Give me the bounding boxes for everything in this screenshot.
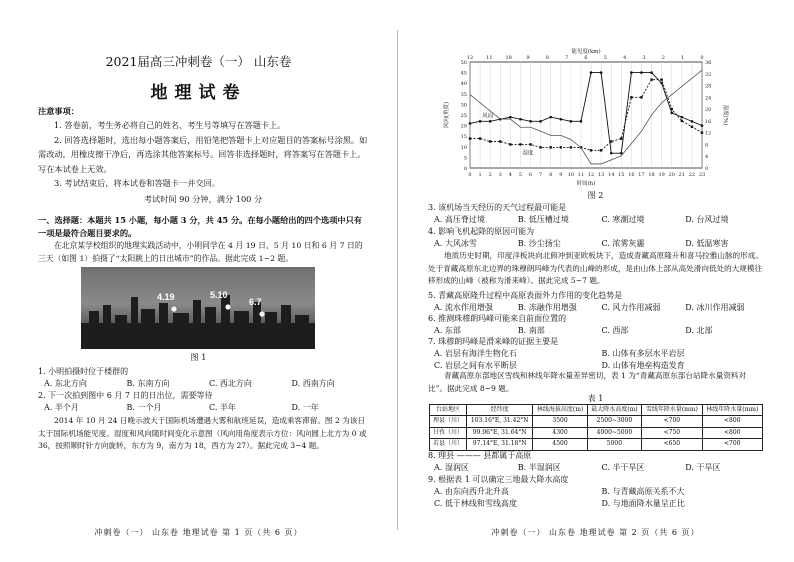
page-divider bbox=[397, 30, 398, 530]
figure-1-caption: 图 1 bbox=[190, 353, 207, 362]
left-axis-title: 风向(角度) bbox=[444, 101, 450, 129]
notice-heading: 注意事项： bbox=[38, 106, 79, 116]
data-point bbox=[570, 146, 572, 148]
option-c[interactable]: C. 西部 bbox=[601, 326, 629, 335]
notice-block bbox=[38, 104, 368, 207]
left-tick-label: 45 bbox=[460, 70, 467, 77]
top-tick-label: 10 bbox=[505, 55, 512, 61]
table-header: 林线海拔高度(m) bbox=[533, 405, 587, 416]
left-tick-label: 15 bbox=[460, 134, 467, 141]
left-tick-label: 30 bbox=[460, 102, 467, 109]
option-c[interactable]: C. 岩层之间有水平断层 bbox=[434, 361, 517, 370]
exam-title: 2021届高三冲刺卷（一） 山东卷 bbox=[105, 54, 292, 69]
exam-time: 考试时间 90 分钟，满分 100 分 bbox=[143, 194, 263, 205]
left-tick-label: 40 bbox=[460, 81, 467, 88]
x-tick-label: 20 bbox=[668, 172, 675, 178]
question-stem: 9. 根据表 1 可以确定三地最大降水高度 bbox=[428, 475, 569, 484]
data-point bbox=[681, 120, 683, 122]
data-point bbox=[691, 120, 694, 123]
question-3 bbox=[428, 202, 763, 226]
data-point bbox=[489, 120, 492, 123]
question-9 bbox=[428, 474, 763, 510]
question-1 bbox=[38, 366, 368, 390]
top-tick-label: 2 bbox=[661, 55, 665, 61]
series-line-1 bbox=[470, 80, 702, 151]
question-stem: 5. 青藏高原隆升过程中高原表面外力作用的变化趋势是 bbox=[428, 291, 623, 300]
option-a[interactable]: A. 岩层有海洋生物化石 bbox=[434, 349, 517, 358]
data-point bbox=[519, 118, 522, 121]
top-tick-label: 0 bbox=[700, 55, 704, 61]
question-stem: 2. 下一次拍到图中 6 月 7 日的日出位，需要等待 bbox=[38, 391, 213, 400]
footer-page-1: 冲刺卷（一） 山东卷 地理试卷 第 1 页（共 6 页） bbox=[94, 528, 303, 537]
left-tick-label: 35 bbox=[460, 91, 467, 98]
table-header: 最大降水高度(m) bbox=[587, 405, 641, 416]
option-c[interactable]: C. 半干旱区 bbox=[601, 463, 645, 472]
table-header: 台站地区 bbox=[430, 405, 467, 416]
question-stem: 7. 珠穆朗玛峰是滑来峰的证据主要是 bbox=[428, 337, 559, 346]
option-a[interactable]: A. 流水作用增强 bbox=[434, 303, 493, 312]
top-tick-label: 9 bbox=[526, 55, 530, 61]
intro-paragraph-2: 2014 年 10 月 24 日晚示波大于国际机场遭遇大雾和航班延误，造成乘客滞留。图 2 为该日太于国际机场能见度、湿度和风向随时间变化示意图（风向用角度表示方位：风向圆上北方为 0 或 36，按照顺时针方向旋转，东方为 9，南方为 18，西方为 27）。据此完成 3~4 题。 bbox=[38, 416, 367, 450]
table-cell: 4000~5000 bbox=[587, 427, 641, 438]
left-tick-label: 10 bbox=[460, 144, 467, 151]
question-stem: 3. 该机场当天经历的天气过程最可能是 bbox=[428, 203, 567, 212]
top-tick-label: 3 bbox=[642, 55, 646, 61]
option-c[interactable]: C. 低于林线和雪线高度 bbox=[434, 499, 517, 508]
x-tick-label: 12 bbox=[587, 172, 595, 178]
data-point bbox=[610, 140, 612, 142]
question-stem: 1. 小明拍摄时位于楼群的 bbox=[38, 367, 129, 376]
option-a[interactable]: A. 东部 bbox=[434, 326, 461, 335]
option-c[interactable]: C. 半年 bbox=[209, 403, 236, 412]
data-point bbox=[529, 143, 531, 145]
question-stem: 6. 推测珠穆朗玛峰可能来自前面位置的 bbox=[428, 314, 567, 323]
data-point bbox=[640, 71, 643, 74]
option-d[interactable]: D. 冰川作用减弱 bbox=[685, 303, 745, 312]
intro-paragraph-1: 在北京某学校组织的地理实践活动中，小明同学在 4 月 19 日、5 月 10 日和 6 月 7 日的三天（如图 1）拍摄了“太阳跳上的日出城市”的作品。据此完成 1~2 题。 bbox=[38, 241, 363, 263]
table-1-caption: 表 1 bbox=[587, 394, 604, 403]
x-tick-label: 4 bbox=[508, 172, 512, 178]
option-a[interactable]: A. 由东向西升北升高 bbox=[434, 487, 509, 496]
data-point bbox=[671, 108, 673, 110]
x-tick-label: 17 bbox=[638, 172, 645, 178]
option-b[interactable]: B. 冻融作用增强 bbox=[517, 303, 577, 312]
section-heading: 一、选择题：本题共 15 小题，每小题 3 分，共 45 分。在每小题给出的四个选项中只有一项是最符合题目要求的。 bbox=[38, 215, 362, 238]
notice-item: 1. 答卷前，考生务必将自己的姓名、考生号等填写在答题卡上。 bbox=[54, 120, 286, 131]
option-d[interactable]: D. 台风过境 bbox=[685, 215, 729, 224]
right-tick-label: 16 bbox=[705, 118, 712, 125]
x-tick-label: 11 bbox=[577, 172, 585, 178]
x-tick-label: 19 bbox=[658, 172, 665, 178]
intro-paragraph-3: 地质历史时期，印度洋板块向北俯冲到亚欧板块下，造成青藏高原隆升和喜马拉雅山脉的形成。处于青藏高原东北边界的珠穆朗玛峰为代表的山峰的形成，是由山体上部从高处滑向低处的大规模往移形成的山峰（被称为滑来峰）。据此完成 5~7 题。 bbox=[428, 251, 763, 286]
data-point bbox=[479, 120, 482, 123]
x-tick-label: 8 bbox=[549, 172, 553, 178]
option-a[interactable]: A. 大风冰雪 bbox=[434, 239, 477, 248]
data-point bbox=[630, 96, 632, 98]
data-point bbox=[469, 122, 472, 125]
data-point bbox=[570, 120, 573, 123]
photo-label-0419: 4.19 bbox=[157, 292, 175, 302]
x-tick-label: 21 bbox=[678, 172, 686, 178]
table-1 bbox=[429, 404, 763, 451]
option-d[interactable]: D. 一年 bbox=[291, 403, 319, 412]
option-b[interactable]: B. 一个月 bbox=[126, 403, 162, 412]
photo-label-0510: 5.10 bbox=[210, 290, 228, 300]
option-d[interactable]: D. 干旱区 bbox=[685, 463, 721, 472]
question-stem: 8. 理县 ——— 县都属于高原 bbox=[428, 451, 532, 460]
x-tick-label: 3 bbox=[498, 172, 502, 178]
data-point bbox=[701, 131, 703, 133]
left-tick-label: 20 bbox=[460, 123, 467, 130]
top-tick-label: 12 bbox=[466, 55, 474, 61]
table-cell: 97.14°E, 31.18°N bbox=[467, 439, 533, 450]
option-a[interactable]: A. 湿润区 bbox=[434, 463, 469, 472]
option-b[interactable]: B. 与青藏高原关系不大 bbox=[601, 487, 685, 496]
x-tick-label: 5 bbox=[518, 172, 523, 178]
data-point bbox=[681, 116, 684, 119]
data-point bbox=[630, 71, 633, 74]
footer-page-2: 冲刺卷（一） 山东卷 地理试卷 第 2 页（共 6 页） bbox=[491, 528, 700, 537]
data-point bbox=[660, 78, 662, 80]
left-tick-label: 0 bbox=[463, 166, 467, 172]
x-tick-label: 14 bbox=[608, 172, 615, 178]
top-tick-label: 1 bbox=[681, 55, 685, 61]
data-point bbox=[539, 120, 542, 123]
option-a[interactable]: A. 半个月 bbox=[44, 403, 79, 412]
option-b[interactable]: B. 南部 bbox=[517, 326, 545, 335]
x-tick-label: 23 bbox=[698, 172, 706, 178]
right-tick-label: 28 bbox=[705, 83, 712, 90]
data-point bbox=[469, 137, 471, 139]
weather-chart bbox=[440, 46, 730, 188]
right-axis-title: 湿度(%) bbox=[722, 104, 728, 126]
data-point bbox=[529, 120, 532, 123]
data-point bbox=[549, 116, 552, 119]
x-axis-title: 时间(h) bbox=[576, 181, 596, 187]
question-2 bbox=[38, 390, 368, 414]
table-cell: 2500~3000 bbox=[587, 416, 641, 427]
table-row bbox=[430, 427, 763, 438]
data-point bbox=[600, 149, 602, 151]
right-tick-label: 20 bbox=[705, 107, 712, 114]
option-b[interactable]: B. 沙尘扬尘 bbox=[517, 239, 561, 248]
table-cell: <800 bbox=[702, 427, 762, 438]
option-d[interactable]: D. 低温寒害 bbox=[685, 239, 729, 248]
left-tick-label: 25 bbox=[460, 113, 467, 119]
notice-item: 2. 回答选择题时，选出每小题答案后，用铅笔把答题卡上对应题目的答案标号涂黑。如需改动，用橡皮擦干净后，再选涂其他答案标号。回答非选择题时，将答案写在答题卡上。写在本试卷上无效。 bbox=[38, 134, 368, 174]
data-point bbox=[691, 126, 693, 128]
x-tick-label: 22 bbox=[688, 172, 696, 178]
data-point bbox=[600, 71, 603, 74]
top-axis-title: 能见度(km) bbox=[571, 49, 601, 55]
left-tick-label: 50 bbox=[460, 60, 467, 66]
x-tick-label: 1 bbox=[478, 172, 482, 178]
option-b[interactable]: B. 东南方向 bbox=[126, 379, 170, 388]
x-tick-label: 7 bbox=[539, 172, 543, 178]
right-tick-label: 32 bbox=[705, 71, 712, 78]
x-tick-label: 15 bbox=[618, 172, 625, 178]
right-tick-label: 36 bbox=[705, 60, 712, 66]
data-point bbox=[499, 140, 501, 142]
x-tick-label: 16 bbox=[628, 172, 635, 178]
option-a[interactable]: A. 高压脊过境 bbox=[434, 215, 485, 224]
option-b[interactable]: B. 半湿润区 bbox=[517, 463, 561, 472]
x-tick-label: 18 bbox=[648, 172, 655, 178]
data-point bbox=[620, 137, 622, 139]
table-cell: 103.16°E, 31.42°N bbox=[467, 416, 533, 427]
data-point bbox=[590, 71, 593, 74]
series-label-humidity: 湿度 bbox=[522, 150, 534, 157]
x-tick-label: 6 bbox=[528, 172, 533, 178]
left-tick-label: 5 bbox=[463, 155, 467, 162]
table-header: 林线年降水量(mm) bbox=[702, 405, 762, 416]
option-b[interactable]: B. 山体有多层水平岩层 bbox=[601, 349, 685, 358]
right-tick-label: 4 bbox=[705, 154, 709, 161]
table-row bbox=[430, 416, 763, 427]
top-tick-label: 5 bbox=[603, 55, 607, 61]
plot-frame bbox=[470, 62, 702, 168]
question-5 bbox=[428, 290, 763, 314]
data-point bbox=[670, 112, 673, 115]
right-tick-label: 8 bbox=[705, 142, 709, 149]
option-d[interactable]: D. 与地面降水量呈正比 bbox=[601, 499, 685, 508]
data-point bbox=[650, 78, 652, 80]
option-a[interactable]: A. 东北方向 bbox=[44, 379, 87, 388]
table-cell: 5000 bbox=[587, 439, 641, 450]
top-tick-label: 8 bbox=[545, 55, 549, 61]
table-cell: <800 bbox=[702, 416, 762, 427]
table-cell: 4500 bbox=[533, 439, 587, 450]
question-8 bbox=[428, 450, 763, 474]
series-line-2 bbox=[470, 70, 702, 164]
table-cell: 理县（川） bbox=[430, 416, 467, 427]
x-tick-label: 0 bbox=[468, 172, 472, 178]
question-4 bbox=[428, 226, 763, 250]
option-d[interactable]: D. 山体有地垒构造发育 bbox=[601, 361, 685, 370]
photo-label-0607: 6.7 bbox=[249, 297, 262, 307]
right-tick-label: 0 bbox=[705, 166, 709, 172]
option-b[interactable]: B. 低压槽过境 bbox=[517, 215, 569, 224]
table-cell: <700 bbox=[642, 416, 702, 427]
data-point bbox=[509, 143, 511, 145]
data-point bbox=[539, 146, 541, 148]
option-c[interactable]: C. 风力作用减弱 bbox=[601, 303, 661, 312]
data-point bbox=[580, 120, 583, 123]
x-tick-label: 13 bbox=[597, 172, 605, 178]
data-point bbox=[519, 143, 521, 145]
data-point bbox=[640, 96, 642, 98]
option-c[interactable]: C. 寒潮过境 bbox=[601, 215, 645, 224]
question-7 bbox=[428, 336, 763, 372]
top-tick-label: 4 bbox=[623, 55, 627, 61]
right-tick-label: 24 bbox=[705, 95, 712, 102]
table-cell: 若县（川） bbox=[430, 439, 467, 450]
x-tick-label: 10 bbox=[567, 172, 575, 178]
top-tick-label: 11 bbox=[486, 55, 493, 61]
table-cell: 4300 bbox=[533, 427, 587, 438]
data-point bbox=[549, 146, 551, 148]
paper-title: 地理试卷 bbox=[150, 83, 247, 103]
table-cell: <650 bbox=[642, 439, 702, 450]
intro-paragraph-4: 青藏高原东部地区雪线和林线年降水量差异密切，表 1 为“青藏高原东部台站降水量资料对比”。据此完成 8~9 题。 bbox=[428, 371, 747, 393]
data-point bbox=[479, 137, 481, 139]
top-tick-label: 7 bbox=[565, 55, 569, 61]
series-label-wind: 风向 bbox=[482, 113, 494, 120]
notice-item: 3. 考试结束后，将本试卷和答题卡一并交回。 bbox=[54, 178, 220, 189]
data-point bbox=[489, 140, 491, 142]
right-tick-label: 12 bbox=[705, 130, 712, 137]
question-stem: 4. 影响飞机起降的原因可能为 bbox=[428, 227, 535, 236]
table-cell: <700 bbox=[702, 439, 762, 450]
data-point bbox=[650, 71, 653, 74]
x-tick-label: 2 bbox=[488, 172, 492, 178]
table-row bbox=[430, 439, 763, 450]
series-line-0 bbox=[470, 73, 702, 157]
data-point bbox=[590, 149, 592, 151]
option-c[interactable]: C. 浓雾灰霾 bbox=[601, 239, 645, 248]
option-d[interactable]: D. 西南方向 bbox=[291, 379, 335, 388]
table-header: 经纬度 bbox=[467, 405, 533, 416]
data-point bbox=[560, 146, 562, 148]
question-6 bbox=[428, 313, 763, 337]
table-cell: <750 bbox=[642, 427, 702, 438]
sunrise-photo bbox=[81, 267, 315, 349]
table-header: 雪线年降水量(mm) bbox=[642, 405, 702, 416]
data-point bbox=[701, 124, 704, 127]
table-cell: 99.96°E, 31.64°N bbox=[467, 427, 533, 438]
option-d[interactable]: D. 北部 bbox=[685, 326, 713, 335]
data-point bbox=[509, 116, 512, 119]
top-tick-label: 6 bbox=[584, 55, 588, 61]
table-cell: 甘孜（川） bbox=[430, 427, 467, 438]
figure-2-caption: 图 2 bbox=[587, 191, 604, 200]
table-cell: 3500 bbox=[533, 416, 587, 427]
data-point bbox=[610, 152, 613, 155]
x-tick-label: 9 bbox=[559, 172, 563, 178]
data-point bbox=[559, 118, 562, 121]
option-c[interactable]: C. 西北方向 bbox=[209, 379, 252, 388]
